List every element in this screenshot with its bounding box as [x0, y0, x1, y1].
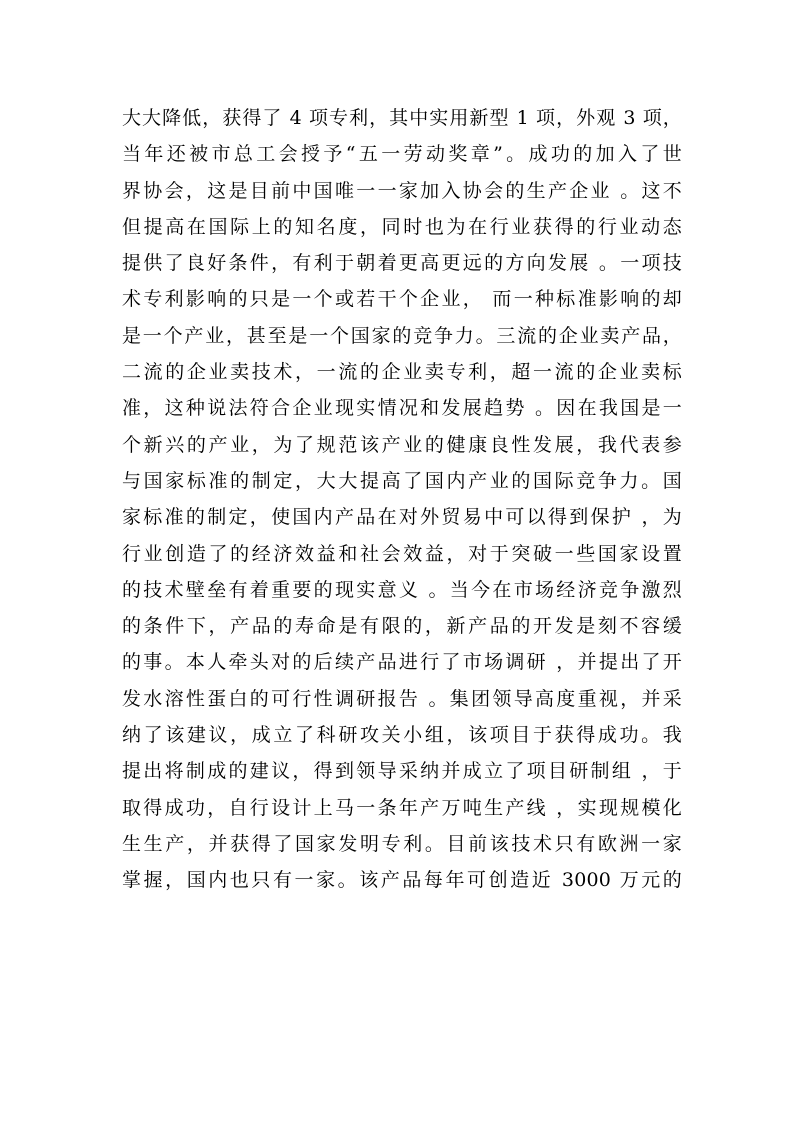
- text-line: 掌握，国内也只有一家。该产品每年可创造近 3000 万元的: [122, 869, 682, 892]
- text-line: 但提高在国际上的知名度，同时也为在行业获得的行业动态: [122, 215, 682, 238]
- text-line: 生生产，并获得了国家发明专利。目前该技术只有欧洲一家: [122, 832, 682, 855]
- text-line: 大大降低，获得了 4 项专利，其中实用新型 1 项，外观 3 项，: [122, 107, 682, 129]
- text-line: 行业创造了的经济效益和社会效益，对于突破一些国家设置: [122, 542, 682, 565]
- text-line: 的事。本人牵头对的后续产品进行了市场调研 ，并提出了开: [122, 651, 682, 674]
- text-line: 二流的企业卖技术，一流的企业卖专利，超一流的企业卖标: [122, 361, 682, 384]
- text-line: 取得成功，自行设计上马一条年产万吨生产线 ，实现规模化: [122, 796, 682, 819]
- text-line: 与国家标准的制定，大大提高了国内产业的国际竞争力。国: [122, 469, 682, 492]
- text-line: 个新兴的产业，为了规范该产业的健康良性发展，我代表参: [122, 433, 682, 456]
- text-line: 准，这种说法符合企业现实情况和发展趋势 。因在我国是一: [122, 397, 682, 420]
- text-line: 的条件下，产品的寿命是有限的，新产品的开发是刻不容缓: [122, 615, 682, 638]
- text-line: 是一个产业，甚至是一个国家的竞争力。三流的企业卖产品，: [122, 324, 682, 347]
- text-line: 家标准的制定，使国内产品在对外贸易中可以得到保护 ，为: [122, 506, 682, 529]
- body-paragraph: [122, 100, 682, 899]
- text-line: 纳了该建议，成立了科研攻关小组，该项目于获得成功。我: [122, 724, 682, 747]
- text-line: 的技术壁垒有着重要的现实意义 。当今在市场经济竞争激烈: [122, 578, 682, 601]
- text-line: 提供了良好条件，有利于朝着更高更远的方向发展 。一项技: [122, 252, 682, 275]
- text-line: 术专利影响的只是一个或若干个企业， 而一种标准影响的却: [122, 288, 682, 311]
- text-line: 当年还被市总工会授予“五一劳动奖章”。成功的加入了世: [122, 143, 682, 166]
- text-line: 发水溶性蛋白的可行性调研报告 。集团领导高度重视，并采: [122, 687, 682, 710]
- text-line: 提出将制成的建议，得到领导采纳并成立了项目研制组 ，于: [122, 760, 682, 783]
- text-line: 界协会，这是目前中国唯一一家加入协会的生产企业 。这不: [122, 179, 682, 202]
